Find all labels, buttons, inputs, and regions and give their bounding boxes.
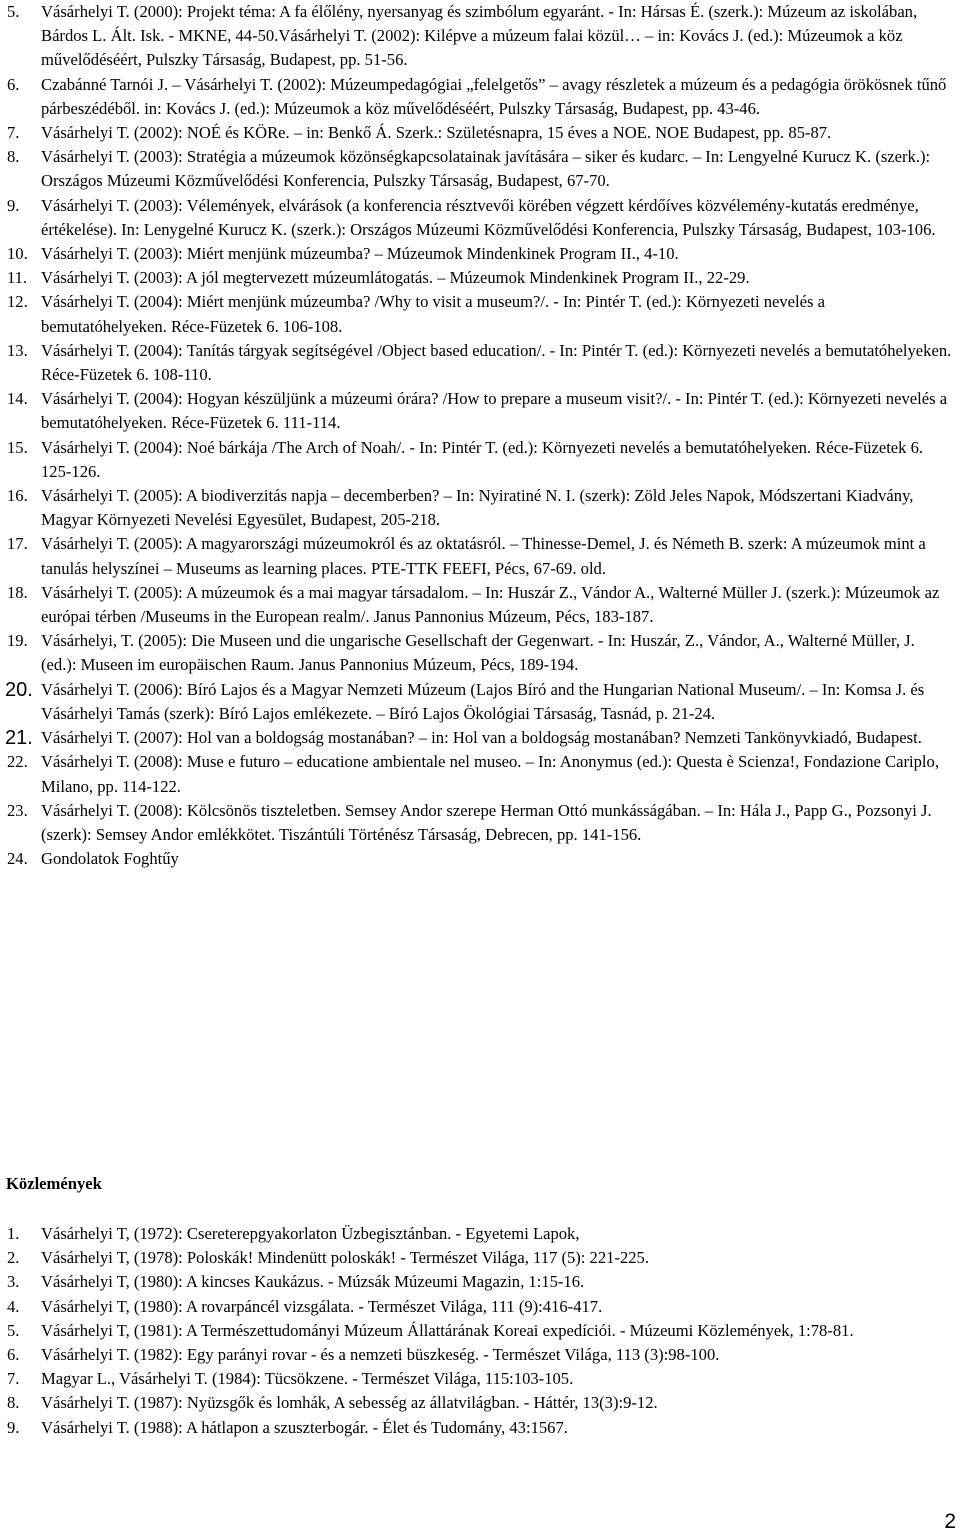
item-number: 7. [7,123,20,143]
item-number: 23. [7,800,28,820]
item-text: Vásárhelyi T. (2003): Miért menjünk múzeumba? – Múzeumok Mindenkinek Program II., 4-10. [41,244,679,264]
item-text: Magyar L., Vásárhelyi T. (1984): Tücsökzene. - Természet Világa, 115:103-105. [41,1369,574,1389]
item-text: Vásárhelyi T. (2002): NOÉ és KÖRe. – in: Benkő Á. Szerk.: Születésnapra, 15 éves a NOE. NOE Budapest, pp. 85-87. [41,123,832,143]
item-number: 8. [7,1393,20,1413]
list-item [0,266,960,290]
item-number: 19. [7,631,28,651]
item-text: Vásárhelyi T. (2003): Vélemények, elvárások (a konferencia résztvevői körében végzett kérdőíves közvélemény-kutatás eredménye, értékelése). In: Lenygelné Kurucz K. (szerk.): Országos Múzeumi Közművelődési Konferencia, Pulszky Társaság, Budapest, 103-106. [41,195,936,239]
item-text: Vásárhelyi T. (1987): Nyüzsgők és lomhák, A sebesség az állatvilágban. - Háttér, 13(3):9-12. [41,1393,658,1413]
item-number: 3. [7,1272,20,1292]
list-item [0,73,960,121]
item-text: Vásárhelyi T. (2003): A jól megtervezett múzeumlátogatás. – Múzeumok Mindenkinek Program II., 22-29. [41,268,750,288]
item-text: Vásárhelyi T. (2000): Projekt téma: A fa élőlény, nyersanyag és szimbólum egyaránt. - In: Hársas É. (szerk.): Múzeum az iskolában, Bárdos L. Ált. Isk. - MKNE, 44-50.Vásárhelyi T. (2002): Kilépve a múzeum falai közül… – in: Kovács J. (ed.): Múzeumok a köz művelődéséért, Pulszky Társaság, Budapest, pp. 51-56. [41,2,918,70]
list-item [0,799,960,847]
list-item [0,1246,960,1270]
list-item [0,121,960,145]
item-text: Vásárhelyi, T. (2005): Die Museen und die ungarische Gesellschaft der Gegenwart. - In: Huszár, Z., Vándor, A., Walterné Müller, J. (ed.): Museen im europäischen Raum. Janus Pannonius Múzeum, Pécs, 189-194. [41,631,915,675]
item-number: 18. [7,582,28,602]
item-text: Vásárhelyi T. (2004): Tanítás tárgyak segítségével /Object based education/. - In: Pintér T. (ed.): Környezeti nevelés a bemutatóhelyeken. Réce-Füzetek 6. 108-110. [41,340,952,385]
item-text: Vásárhelyi T, (1981): A Természettudományi Múzeum Állattárának Koreai expedíciói. - Múzeumi Közlemények, 1:78-81. [41,1320,854,1340]
item-text: Vásárhelyi T. (2004): Hogyan készüljünk a múzeumi órára? /How to prepare a museum visit?/. - In: Pintér T. (ed.): Környezeti nevelés a bemutatóhelyeken. Réce-Füzetek 6. 111-114. [41,389,948,433]
item-text: Vásárhelyi T, (1972): Csereterepgyakorlaton Üzbegisztánban. - Egyetemi Lapok, [41,1224,580,1243]
item-text: Gondolatok Foghtűy [41,849,179,869]
list-item [0,847,960,871]
list-item [0,387,960,435]
item-number: 8. [7,147,20,167]
item-number: 4. [7,1296,20,1316]
publications-list [0,1222,960,1440]
item-number: 5. [7,1320,20,1340]
item-number: 21. [5,727,33,750]
list-item [0,678,960,726]
item-text: Vásárhelyi T. (2004): Noé bárkája /The Arch of Noah/. - In: Pintér T. (ed.): Környezeti nevelés a bemutatóhelyeken. Réce-Füzetek 6. 125-126. [41,437,924,481]
list-item [0,290,960,338]
list-item [0,1295,960,1319]
list-item [0,726,960,750]
item-number: 22. [7,752,28,772]
item-text: Vásárhelyi T, (1980): A rovarpáncél vizsgálata. - Természet Világa, 111 (9):416-417. [41,1296,603,1316]
item-number: 17. [7,534,28,554]
item-number: 5. [7,2,20,21]
item-text: Vásárhelyi T, (1980): A kincses Kaukázus. - Múzsák Múzeumi Magazin, 1:15-16. [41,1272,585,1292]
list-item [0,194,960,242]
item-number: 6. [7,1345,20,1365]
list-item [0,242,960,266]
list-item [0,581,960,629]
list-item [0,1416,960,1440]
list-item [0,1367,960,1391]
item-text: Vásárhelyi T. (1982): Egy parányi rovar - és a nemzeti büszkeség. - Természet Világa, 113 (3):98-100. [41,1345,720,1365]
item-number: 15. [7,437,28,457]
item-number: 11. [7,268,28,288]
item-number: 14. [7,389,28,409]
list-item [0,145,960,193]
item-text: Vásárhelyi T. (2006): Bíró Lajos és a Magyar Nemzeti Múzeum (Lajos Bíró and the Hungarian National Museum/. – In: Komsa J. és Vásárhelyi Tamás (szerk): Bíró Lajos emlékezete. – Bíró Lajos Ökológiai Társaság, Tasnád, p. 21-24. [41,679,925,723]
list-item [0,1222,960,1246]
list-item [0,1319,960,1343]
item-number: 9. [7,1417,20,1437]
list-item [0,484,960,532]
page-number: 2 [944,1510,956,1533]
item-number: 10. [7,244,28,264]
item-text: Vásárhelyi T. (2008): Kölcsönös tiszteletben. Semsey Andor szerepe Herman Ottó munkásságában. – In: Hála J., Papp G., Pozsonyi J. (szerk): Semsey Andor emlékkötet. Tiszántúli Történész Társaság, Debrecen, pp. 141-156. [41,800,932,844]
item-text: Vásárhelyi T. (2005): A biodiverzitás napja – decemberben? – In: Nyiratiné N. I. (szerk): Zöld Jeles Napok, Módszertani Kiadvány, Magyar Környezeti Nevelési Egyesület, Budapest, 205-218. [41,486,914,530]
item-number: 13. [7,340,28,360]
item-number: 24. [7,849,28,869]
item-text: Czabánné Tarnói J. – Vásárhelyi T. (2002): Múzeumpedagógiai „felelgetős” – avagy részletek a múzeum és a pedagógia örökösnek tűnő párbeszédéből. in: Kovács J. (ed.): Múzeumok a köz művelődéséért, Pulszky Társaság, Budapest, pp. 43-46. [41,74,947,118]
list-item [0,629,960,677]
item-number: 1. [7,1224,20,1243]
item-text: Vásárhelyi T. (2005): A múzeumok és a mai magyar társadalom. – In: Huszár Z., Vándor A., Walterné Müller J. (szerk.): Múzeumok az európai térben /Museums in the European realm/. Janus Pannonius Múzeum, Pécs, 183-187. [41,582,940,627]
item-number: 9. [7,195,20,215]
item-text: Vásárhelyi T. (2007): Hol van a boldogság mostanában? – in: Hol van a boldogság mostanában? Nemzeti Tankönyvkiadó, Budapest. [41,728,922,748]
list-item [0,339,960,387]
item-number: 20. [5,678,33,701]
list-item [0,532,960,580]
list-item [0,0,960,73]
list-item [0,750,960,798]
item-text: Vásárhelyi T, (1978): Poloskák! Mindenütt poloskák! - Természet Világa, 117 (5): 221-225. [41,1248,650,1268]
item-text: Vásárhelyi T. (2008): Muse e futuro – educatione ambientale nel museo. – In: Anonymus (ed.): Questa è Scienza!, Fondazione Cariplo, Milano, pp. 114-122. [41,752,939,796]
list-item [0,1391,960,1415]
item-text: Vásárhelyi T. (2003): Stratégia a múzeumok közönségkapcsolatainak javítására – siker és kudarc. – In: Lengyelné Kurucz K. (szerk.): Országos Múzeumi Közművelődési Konferencia, Pulszky Társaság, Budapest, 67-70. [41,147,931,191]
item-number: 16. [7,486,28,506]
item-number: 2. [7,1248,20,1268]
item-text: Vásárhelyi T. (2004): Miért menjünk múzeumba? /Why to visit a museum?/. - In: Pintér T. (ed.): Környezeti nevelés a bemutatóhelyeken. Réce-Füzetek 6. 106-108. [41,292,825,336]
item-text: Vásárhelyi T. (2005): A magyarországi múzeumokról és az oktatásról. – Thinesse-Demel, J. és Németh B. szerk: A múzeumok mint a tanulás helyszínei – Museums as learning places. PTE-TTK FEEFI, Pécs, 67-69. old. [41,534,926,578]
item-text: Vásárhelyi T. (1988): A hátlapon a szuszterbogár. - Élet és Tudomány, 43:1567. [41,1417,568,1437]
list-item [0,436,960,484]
item-number: 7. [7,1369,20,1389]
item-number: 12. [7,292,28,312]
list-item [0,1343,960,1367]
list-item [0,1270,960,1294]
section-heading: Közlemények [6,1174,102,1193]
item-number: 6. [7,74,20,94]
